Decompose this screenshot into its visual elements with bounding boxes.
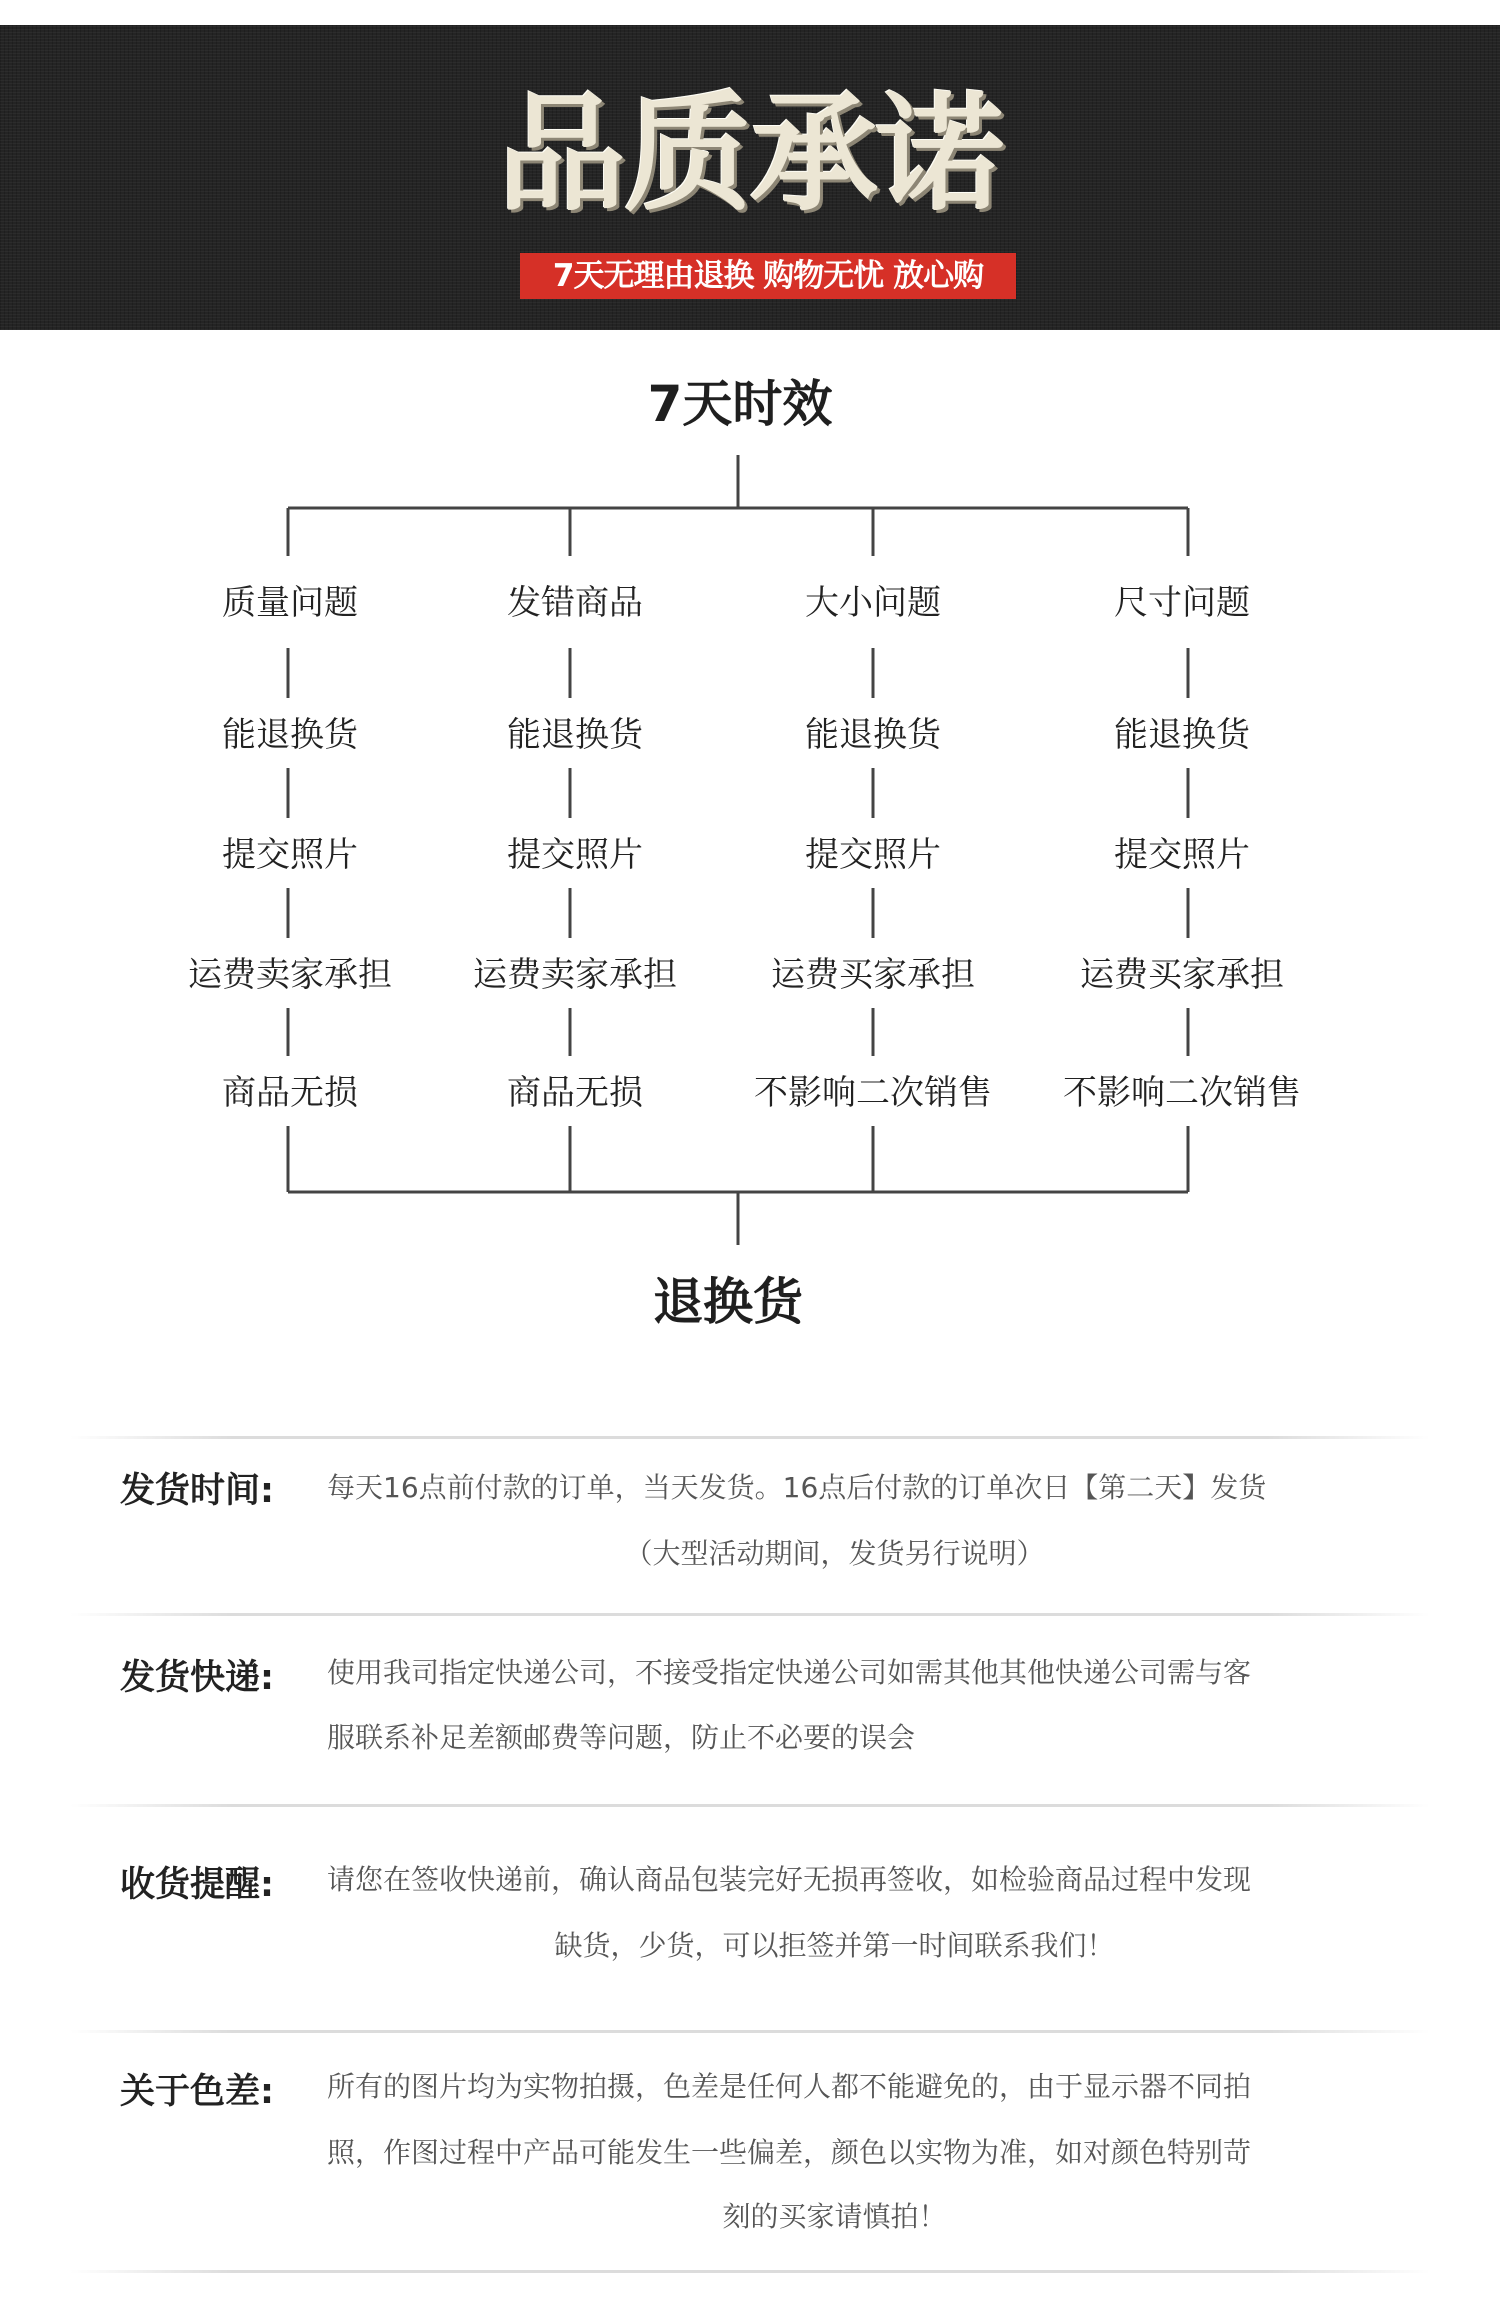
col1-step-4: 运费卖家承担 — [188, 955, 392, 995]
divider — [70, 1436, 1430, 1439]
col1-step-5: 商品无损 — [222, 1073, 358, 1113]
courier-label: 发货快递: — [120, 1658, 274, 1698]
col1-step-2: 能退换货 — [222, 715, 358, 755]
col3-step-2: 能退换货 — [805, 715, 941, 755]
col2-step-5: 商品无损 — [507, 1073, 643, 1113]
col4-step-4: 运费买家承担 — [1080, 955, 1284, 995]
divider — [70, 2270, 1430, 2273]
col1-step-3: 提交照片 — [222, 835, 358, 875]
flow-top-node: 7天时效 — [647, 375, 833, 433]
col2-step-3: 提交照片 — [507, 835, 643, 875]
col2-step-2: 能退换货 — [507, 715, 643, 755]
courier-line-2: 服联系补足差额邮费等问题，防止不必要的误会 — [327, 1721, 916, 1754]
shipping-time-label: 发货时间: — [120, 1471, 274, 1511]
promise-badge: 7天无理由退换 购物无忧 放心购 — [520, 253, 1016, 299]
col2-step-4: 运费卖家承担 — [473, 955, 677, 995]
flow-bottom-node: 退换货 — [653, 1273, 803, 1331]
col3-step-5: 不影响二次销售 — [754, 1073, 992, 1113]
shipping-time-line-1: 每天16点前付款的订单，当天发货。16点后付款的订单次日【第二天】发货 — [327, 1471, 1267, 1504]
col4-step-2: 能退换货 — [1114, 715, 1250, 755]
col3-step-1: 大小问题 — [805, 583, 941, 623]
divider — [70, 1804, 1430, 1807]
col1-step-1: 质量问题 — [222, 583, 358, 623]
color-diff-label: 关于色差: — [120, 2072, 274, 2112]
col4-step-3: 提交照片 — [1114, 835, 1250, 875]
page-title: 品质承诺 — [497, 80, 1002, 229]
col2-step-1: 发错商品 — [507, 583, 643, 623]
receiving-label: 收货提醒: — [120, 1865, 274, 1905]
shipping-time-line-2: （大型活动期间，发货另行说明） — [624, 1537, 1045, 1570]
color-diff-line-2: 照，作图过程中产品可能发生一些偏差，颜色以实物为准，如对颜色特别苛 — [327, 2136, 1252, 2169]
col4-step-5: 不影响二次销售 — [1063, 1073, 1301, 1113]
color-diff-line-1: 所有的图片均为实物拍摄，色差是任何人都不能避免的，由于显示器不同拍 — [327, 2070, 1252, 2103]
receiving-line-2: 缺货，少货，可以拒签并第一时间联系我们！ — [554, 1929, 1115, 1962]
divider — [70, 1613, 1430, 1616]
color-diff-line-3: 刻的买家请慎拍！ — [722, 2200, 947, 2233]
col4-step-1: 尺寸问题 — [1114, 583, 1250, 623]
courier-line-1: 使用我司指定快递公司，不接受指定快递公司如需其他其他快递公司需与客 — [327, 1656, 1252, 1689]
col3-step-4: 运费买家承担 — [771, 955, 975, 995]
divider — [70, 2030, 1430, 2033]
col3-step-3: 提交照片 — [805, 835, 941, 875]
receiving-line-1: 请您在签收快递前，确认商品包装完好无损再签收，如检验商品过程中发现 — [327, 1863, 1252, 1896]
